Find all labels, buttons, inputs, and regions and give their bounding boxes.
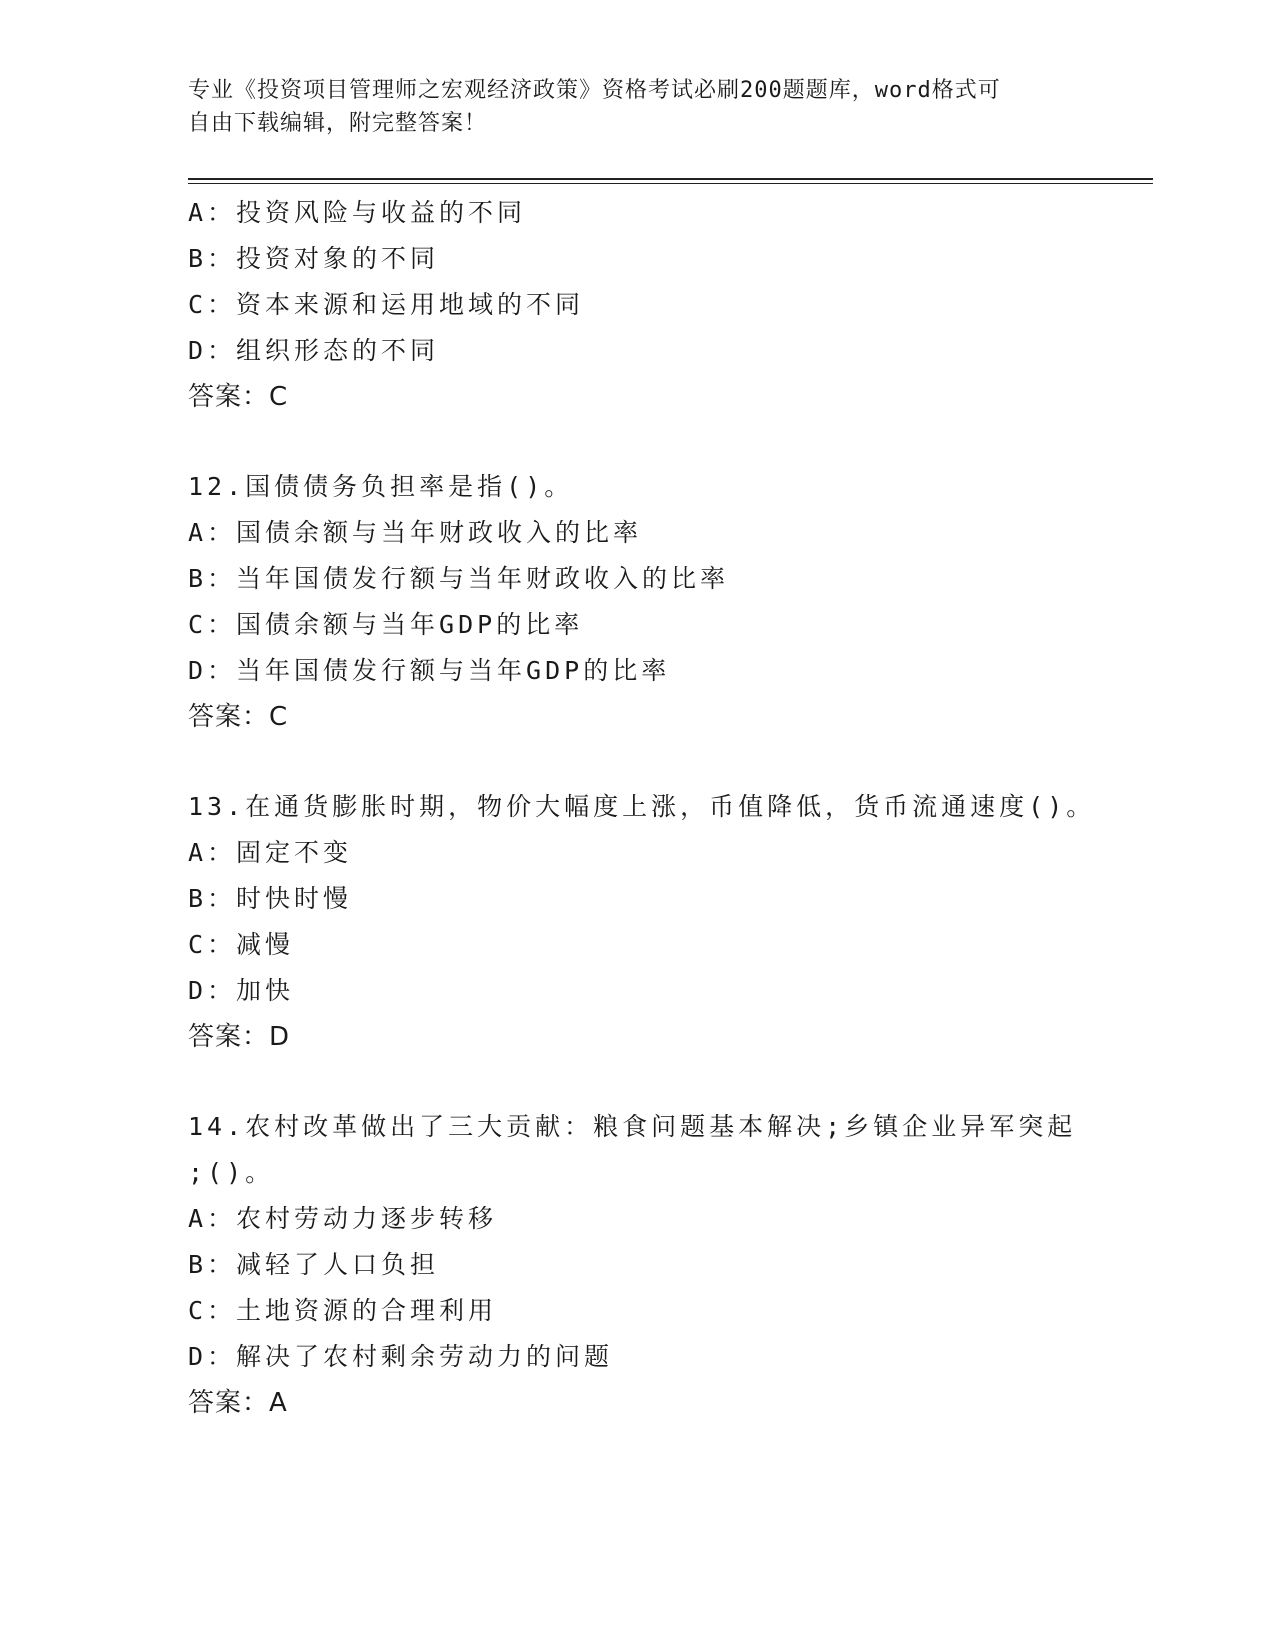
question-12 — [188, 464, 1088, 740]
question-stem-line-2: ;()。 — [188, 1158, 275, 1187]
answer: 答案：A — [188, 1388, 288, 1418]
option-d: D：解决了农村剩余劳动力的问题 — [188, 1342, 614, 1371]
header-title-line-2: 自由下载编辑，附完整答案！ — [188, 111, 488, 136]
question-14 — [188, 1104, 1088, 1426]
option-a: A：农村劳动力逐步转移 — [188, 1204, 498, 1233]
option-a: A：固定不变 — [188, 838, 353, 867]
option-c: C：减慢 — [188, 930, 295, 959]
question-stem: 12.国债债务负担率是指()。 — [188, 472, 574, 501]
answer: 答案：C — [188, 382, 289, 412]
option-c: C：土地资源的合理利用 — [188, 1296, 498, 1325]
option-b: B：减轻了人口负担 — [188, 1250, 440, 1279]
question-stem-line-1: 14.农村改革做出了三大贡献：粮食问题基本解决;乡镇企业异军突起 — [188, 1112, 1077, 1141]
spacer — [188, 420, 1088, 464]
option-b: B：当年国债发行额与当年财政收入的比率 — [188, 564, 730, 593]
header-divider — [188, 178, 1153, 184]
question-13 — [188, 784, 1096, 1060]
spacer — [188, 740, 1088, 784]
question-11 — [188, 190, 1088, 420]
option-d: D：组织形态的不同 — [188, 336, 440, 365]
spacer — [188, 1060, 1088, 1104]
answer: 答案：D — [188, 1022, 291, 1052]
option-c: C：国债余额与当年GDP的比率 — [188, 610, 584, 639]
answer: 答案：C — [188, 702, 289, 732]
document-header — [188, 74, 1068, 140]
option-a: A：国债余额与当年财政收入的比率 — [188, 518, 643, 547]
header-title-line-1: 专业《投资项目管理师之宏观经济政策》资格考试必刷200题题库，word格式可 — [188, 78, 1001, 103]
option-b: B：时快时慢 — [188, 884, 353, 913]
option-d: D：加快 — [188, 976, 295, 1005]
option-a: A：投资风险与收益的不同 — [188, 198, 527, 227]
option-c: C：资本来源和运用地域的不同 — [188, 290, 585, 319]
question-stem: 13.在通货膨胀时期，物价大幅度上涨，币值降低，货币流通速度()。 — [188, 792, 1096, 821]
option-d: D：当年国债发行额与当年GDP的比率 — [188, 656, 671, 685]
option-b: B：投资对象的不同 — [188, 244, 440, 273]
question-list — [188, 190, 1096, 1426]
